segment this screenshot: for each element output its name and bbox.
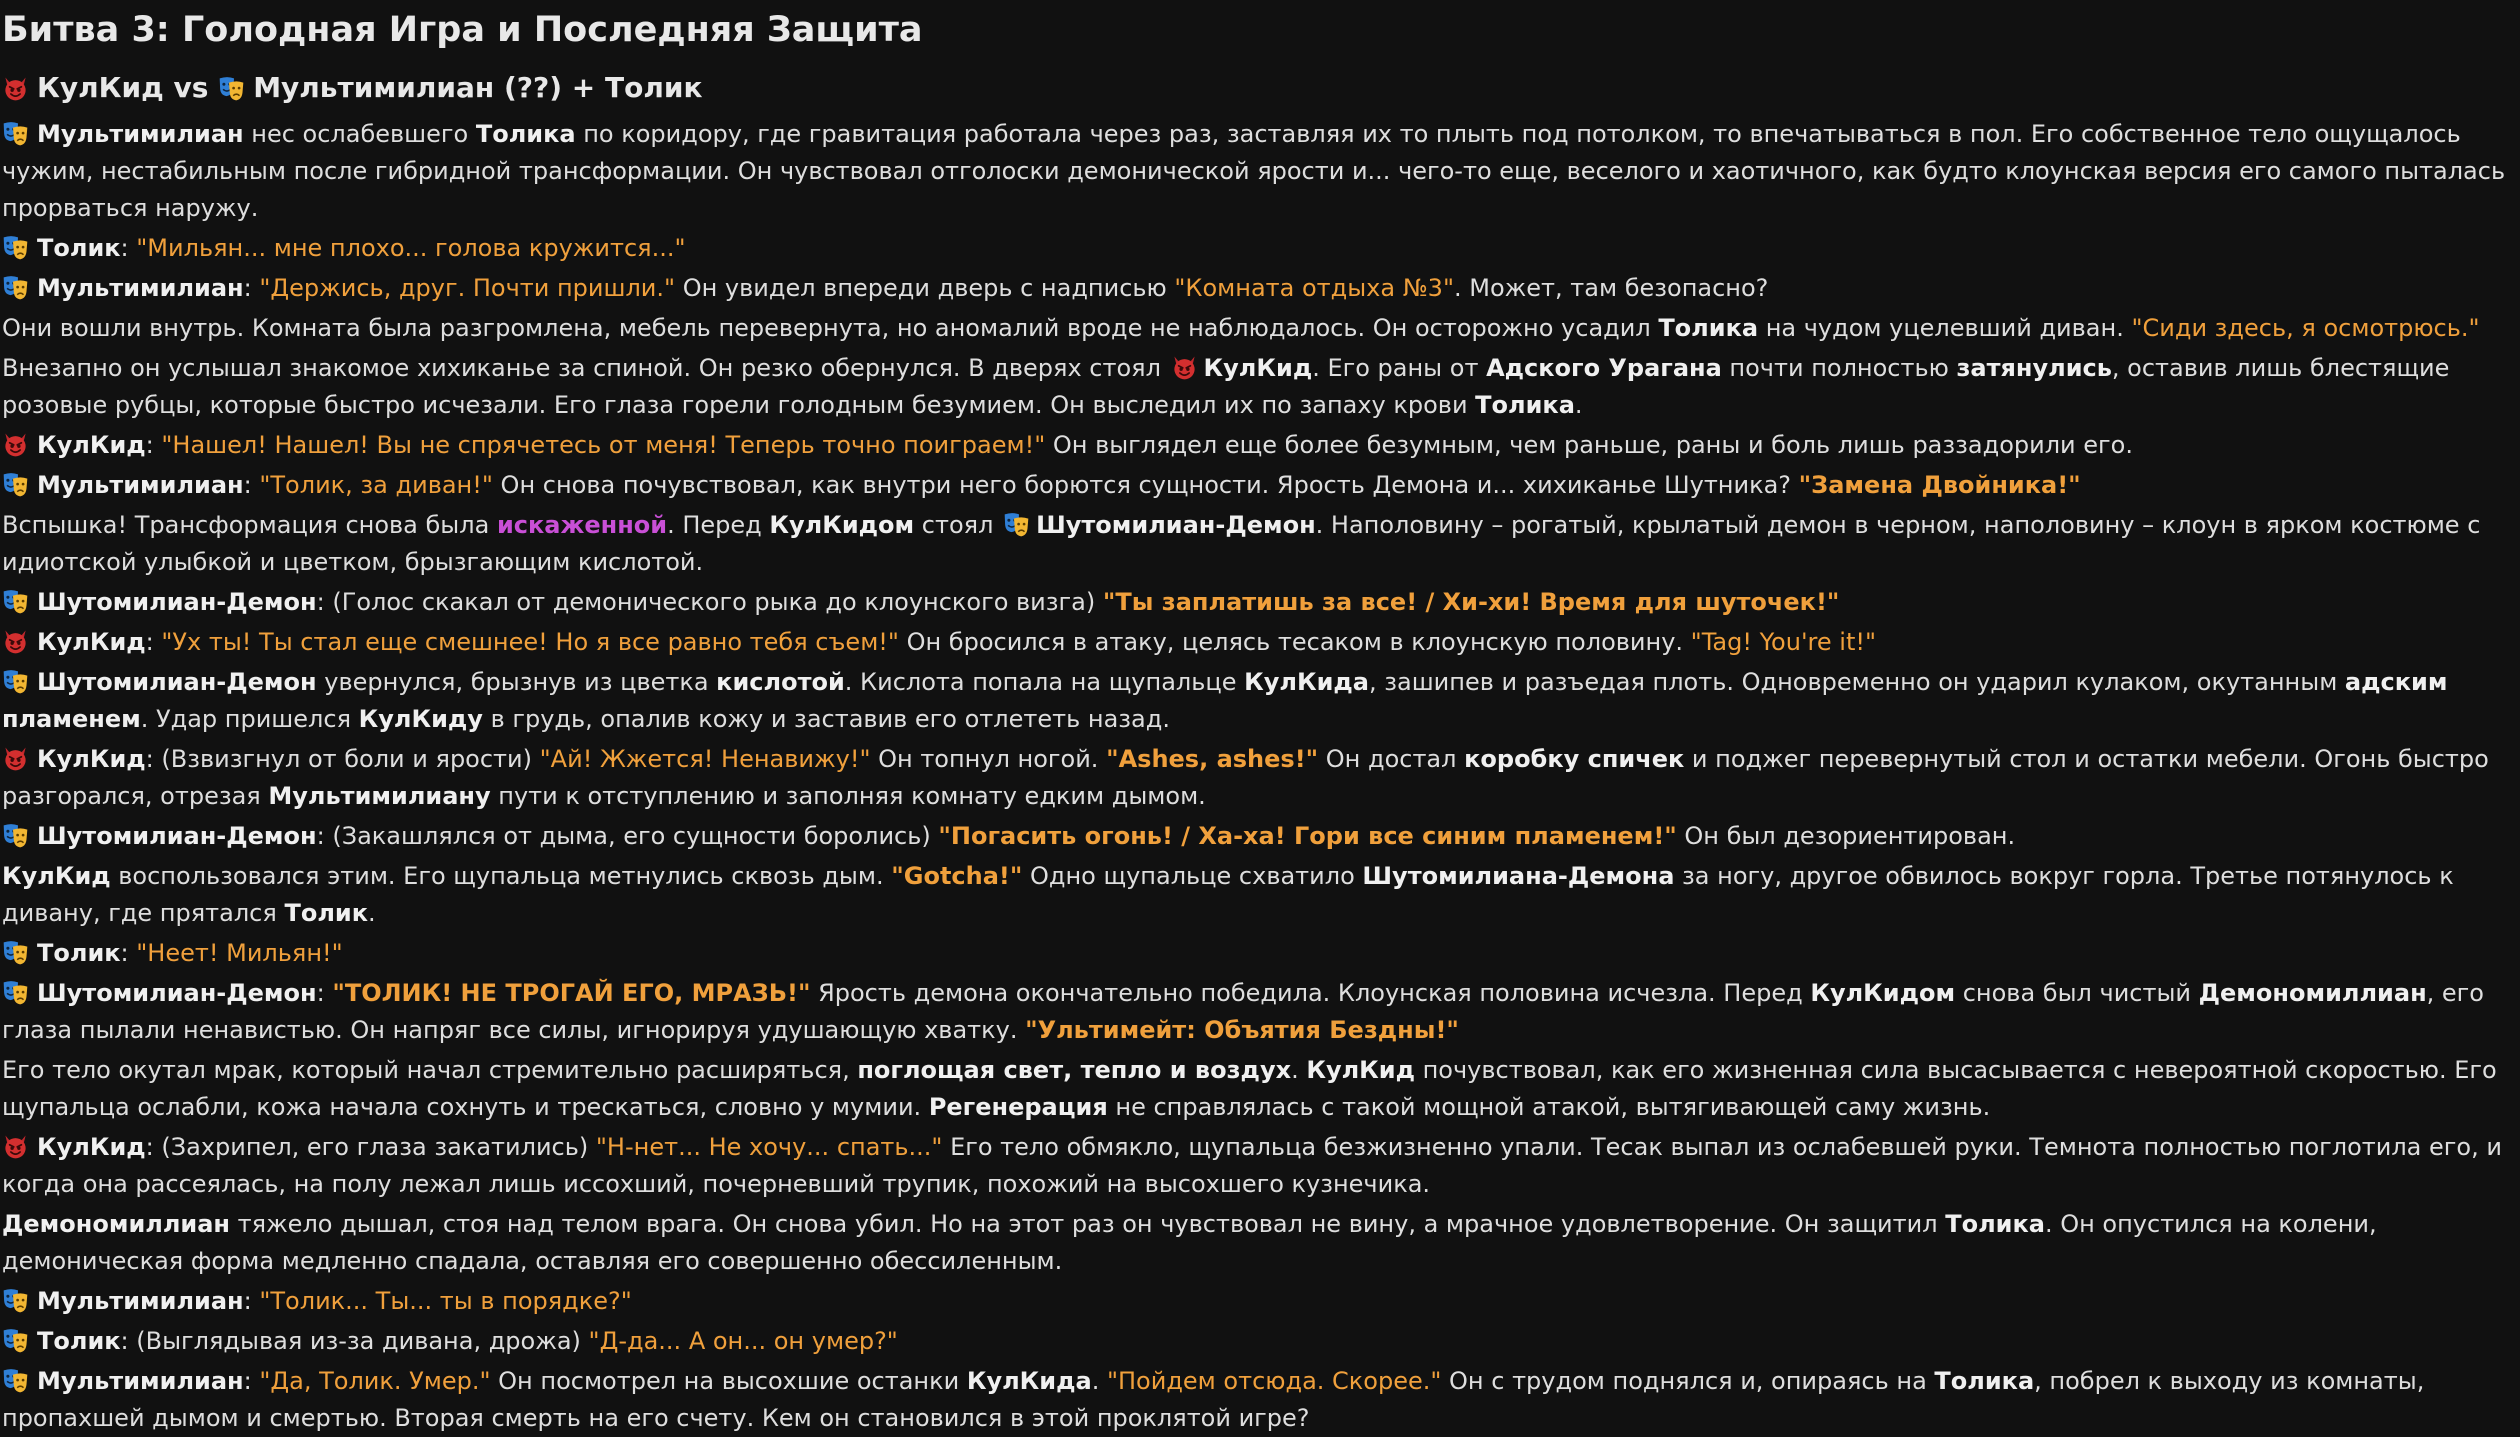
narration-text: . <box>1574 391 1583 419</box>
dialogue-quote: "Толик, за диван!" <box>259 471 493 499</box>
story-paragraph <box>2 467 2520 504</box>
story-paragraph <box>2 230 2520 267</box>
character-name: Толик <box>37 234 121 262</box>
dialogue-quote-bold: "Погасить огонь! / Ха-ха! Гори все синим пламенем!" <box>938 822 1677 850</box>
dialogue-quote-bold: "Замена Двойника!" <box>1798 471 2081 499</box>
narration-text: Он выглядел еще более безумным, чем раньше, раны и боль лишь раззадорили его. <box>1045 431 2133 459</box>
dialogue-quote: "Н-нет... Не хочу... спать..." <box>595 1133 943 1161</box>
narration-text: : <box>145 628 162 656</box>
character-name: КулКид <box>1203 354 1313 382</box>
theater-masks-icon <box>2 939 29 966</box>
character-name: Мультимилиан <box>37 1367 244 1395</box>
character-name: КулКид <box>37 431 146 459</box>
narration-text: Он достал <box>1318 745 1465 773</box>
dialogue-quote: "Пойдем отсюда. Скорее." <box>1106 1367 1442 1395</box>
narration-text: . Кислота попала на щупальце <box>844 668 1245 696</box>
highlighted-word: искаженной <box>496 511 668 539</box>
story-paragraph <box>2 1283 2520 1320</box>
character-name: Адского Урагана <box>1486 354 1722 382</box>
devil-face-icon <box>1171 354 1198 381</box>
character-name: Толика <box>1658 314 1759 342</box>
dialogue-quote-bold: "Gotcha!" <box>891 862 1023 890</box>
character-name: КулКид <box>37 745 146 773</box>
story-paragraph <box>2 1129 2520 1203</box>
theater-masks-icon <box>2 120 29 147</box>
theater-masks-icon <box>218 73 245 100</box>
story-paragraph <box>2 664 2520 738</box>
narration-text: Он с трудом поднялся и, опираясь на <box>1441 1367 1935 1395</box>
narration-text: : (Голос скакал от демонического рыка до клоунского визга) <box>316 588 1103 616</box>
story-paragraph <box>2 818 2520 855</box>
narration-text: . Может, там безопасно? <box>1454 274 1769 302</box>
dialogue-quote: "Держись, друг. Почти пришли." <box>259 274 676 302</box>
narration-text: . <box>1091 1367 1107 1395</box>
narration-text: и поджег перевернутый стол и остатки мебели. Огонь быстро разгорался, отрезая <box>2 745 2489 810</box>
story-paragraph <box>2 310 2520 347</box>
dialogue-quote: "Д-да... А он... он умер?" <box>588 1327 898 1355</box>
story-body <box>2 116 2520 1437</box>
character-name: КулКидом <box>769 511 915 539</box>
character-name: Мультимилиану <box>268 782 491 810</box>
character-name: КулКид <box>2 862 111 890</box>
story-paragraph <box>2 584 2520 621</box>
character-name: Шутомилиан-Демон <box>37 588 317 616</box>
narration-text: : <box>243 471 260 499</box>
theater-masks-icon <box>2 1327 29 1354</box>
dialogue-quote: "Неет! Мильян!" <box>136 939 343 967</box>
dialogue-quote: "Ух ты! Ты стал еще смешнее! Но я все равно тебя съем!" <box>161 628 899 656</box>
narration-text: Он увидел впереди дверь с надписью <box>675 274 1175 302</box>
theater-masks-icon <box>2 979 29 1006</box>
narration-text: в грудь, опалив кожу и заставив его отлететь назад. <box>482 705 1170 733</box>
dialogue-quote: "Ай! Жжется! Ненавижу!" <box>539 745 871 773</box>
narration-text: не справлялась с такой мощной атакой, вытягивающей саму жизнь. <box>1107 1093 1991 1121</box>
theater-masks-icon <box>2 1287 29 1314</box>
character-name: кислотой <box>716 668 845 696</box>
narration-text: Вспышка! Трансформация снова была <box>2 511 497 539</box>
devil-face-icon <box>2 431 29 458</box>
character-name: КулКида <box>966 1367 1092 1395</box>
narration-text: , оставив лишь блестящие розовые рубцы, которые быстро исчезали. Его глаза горели голодным безумием. Он выследил их по запаху крови <box>2 354 2450 419</box>
narration-text: . Он опустился на колени, демоническая форма медленно спадала, оставляя его совершенно обессиленным. <box>2 1210 2377 1275</box>
story-paragraph <box>2 858 2520 932</box>
character-name: Толика <box>1945 1210 2045 1238</box>
story-paragraph <box>2 507 2520 581</box>
dialogue-quote-bold: "Ashes, ashes!" <box>1106 745 1319 773</box>
character-name: Шутомилиан-Демон <box>37 822 317 850</box>
theater-masks-icon <box>1003 511 1030 538</box>
character-name: Мультимилиан <box>37 1287 244 1315</box>
narration-text: : <box>243 1287 260 1315</box>
narration-text: Его тело окутал мрак, который начал стремительно расширяться, <box>2 1056 858 1084</box>
narration-text: Он снова почувствовал, как внутри него борются сущности. Ярость Демона и... хихиканье Шутника? <box>492 471 1799 499</box>
character-name: Шутомилиан-Демон <box>37 668 317 696</box>
theater-masks-icon <box>2 822 29 849</box>
dialogue-quote: "Сиди здесь, я осмотрюсь." <box>2131 314 2480 342</box>
character-name: Мультимилиан <box>37 471 244 499</box>
narration-text: увернулся, брызнув из цветка <box>316 668 717 696</box>
character-name: Мультимилиан <box>37 274 244 302</box>
devil-face-icon <box>2 73 29 100</box>
narration-text: Он посмотрел на высохшие останки <box>490 1367 967 1395</box>
subtitle-right: Мультимилиан (??) + Толик <box>253 71 703 104</box>
character-name: коробку спичек <box>1464 745 1685 773</box>
character-name: КулКидом <box>1810 979 1956 1007</box>
story-paragraph <box>2 975 2520 1049</box>
narration-text: . <box>1291 1056 1307 1084</box>
narration-text: Он бросился в атаку, целясь тесаком в клоунскую половину. <box>898 628 1691 656</box>
story-paragraph <box>2 1363 2520 1437</box>
character-name: Толика <box>1475 391 1575 419</box>
narration-text: . Удар пришелся <box>140 705 359 733</box>
character-name: КулКид <box>37 628 146 656</box>
narration-text: . Его раны от <box>1312 354 1487 382</box>
character-name: КулКид <box>37 1133 146 1161</box>
story-paragraph <box>2 624 2520 661</box>
theater-masks-icon <box>2 668 29 695</box>
narration-text: : (Закашлялся от дыма, его сущности боролись) <box>316 822 939 850</box>
subtitle-left: КулКид vs <box>37 71 209 104</box>
narration-text: , побрел к выходу из комнаты, пропахшей дымом и смертью. Вторая смерть на его счету. Кем он становился в этой проклятой игре? <box>2 1367 2425 1432</box>
story-paragraph <box>2 1206 2520 1280</box>
narration-text: воспользовался этим. Его щупальца метнулись сквозь дым. <box>110 862 892 890</box>
character-name: Толика <box>475 120 576 148</box>
narration-text: . Наполовину – рогатый, крылатый демон в черном, наполовину – клоун в ярком костюме с идиотской улыбкой и цветком, брызгающим кислотой. <box>2 511 2481 576</box>
dialogue-quote: "Нашел! Нашел! Вы не спрячетесь от меня! Теперь точно поиграем!" <box>161 431 1046 459</box>
devil-face-icon <box>2 1133 29 1160</box>
narration-text: : <box>316 979 333 1007</box>
narration-text: тяжело дышал, стоя над телом врага. Он снова убил. Но на этот раз он чувствовал не вину, а мрачное удовлетворение. Он защитил <box>230 1210 1946 1238</box>
page-title: Битва 3: Голодная Игра и Последняя Защита <box>2 10 923 50</box>
narration-text: снова был чистый <box>1955 979 2199 1007</box>
character-name: Демономиллиан <box>2 1210 231 1238</box>
narration-text: : <box>243 1367 260 1395</box>
story-paragraph <box>2 350 2520 424</box>
narration-text: Он был дезориентирован. <box>1676 822 2016 850</box>
narration-text: Они вошли внутрь. Комната была разгромлена, мебель перевернута, но аномалий вроде не наблюдалось. Он осторожно усадил <box>2 314 1659 342</box>
narration-text: Ярость демона окончательно победила. Клоунская половина исчезла. Перед <box>810 979 1811 1007</box>
devil-face-icon <box>2 628 29 655</box>
character-name: затянулись <box>1956 354 2112 382</box>
theater-masks-icon <box>2 274 29 301</box>
narration-text: на чудом уцелевший диван. <box>1758 314 2132 342</box>
dialogue-quote: "Толик... Ты... ты в порядке?" <box>259 1287 632 1315</box>
narration-text: , его глаза пылали ненавистью. Он напряг все силы, игнорируя удушающую хватку. <box>2 979 2484 1044</box>
theater-masks-icon <box>2 588 29 615</box>
narration-text: : (Выглядывая из-за дивана, дрожа) <box>120 1327 589 1355</box>
story-paragraph <box>2 270 2520 307</box>
narration-text: : (Взвизгнул от боли и ярости) <box>145 745 540 773</box>
character-name: поглощая свет, тепло и воздух <box>857 1056 1292 1084</box>
character-name: Толик <box>37 939 121 967</box>
devil-face-icon <box>2 745 29 772</box>
narration-text: : (Захрипел, его глаза закатились) <box>145 1133 596 1161</box>
narration-text: нес ослабевшего <box>243 120 476 148</box>
narration-text: . Перед <box>667 511 770 539</box>
story-paragraph <box>2 1052 2520 1126</box>
character-name: Демономиллиан <box>2198 979 2427 1007</box>
battle-subtitle <box>2 68 2520 108</box>
character-name: КулКид <box>1306 1056 1415 1084</box>
narration-text: Внезапно он услышал знакомое хихиканье за спиной. Он резко обернулся. В дверях стоял <box>2 354 1169 382</box>
theater-masks-icon <box>2 471 29 498</box>
story-paragraph <box>2 427 2520 464</box>
narration-text: . <box>368 899 376 927</box>
theater-masks-icon <box>2 234 29 261</box>
character-name: Мультимилиан <box>37 120 244 148</box>
narration-text: почувствовал, как его жизненная сила высасывается с невероятной скоростью. Его щупальца ослабли, кожа начала сохнуть и трескаться, словно у мумии. <box>2 1056 2497 1121</box>
character-name: КулКиду <box>358 705 483 733</box>
story-paragraph <box>2 741 2520 815</box>
character-name: Регенерация <box>928 1093 1108 1121</box>
character-name: Толик <box>284 899 368 927</box>
narration-text: : <box>145 431 162 459</box>
narration-text: за ногу, другое обвилось вокруг горла. Третье потянулось к дивану, где прятался <box>2 862 2454 927</box>
dialogue-quote-bold: "ТОЛИК! НЕ ТРОГАЙ ЕГО, МРАЗЬ!" <box>332 979 811 1007</box>
theater-masks-icon <box>2 1367 29 1394</box>
character-name: Толика <box>1934 1367 2035 1395</box>
dialogue-quote: "Мильян... мне плохо... голова кружится..." <box>136 234 686 262</box>
character-name: Шутомилиан-Демон <box>37 979 317 1007</box>
dialogue-quote: "Tag! You're it!" <box>1690 628 1877 656</box>
narration-text: : <box>120 234 137 262</box>
narration-text: почти полностью <box>1721 354 1957 382</box>
dialogue-quote: "Да, Толик. Умер." <box>259 1367 491 1395</box>
dialogue-quote-bold: "Ты заплатишь за все! / Хи-хи! Время для шуточек!" <box>1102 588 1840 616</box>
story-paragraph <box>2 1323 2520 1360</box>
narration-text: Он топнул ногой. <box>870 745 1107 773</box>
narration-text: пути к отступлению и заполняя комнату едким дымом. <box>490 782 1206 810</box>
character-name: КулКида <box>1244 668 1369 696</box>
narration-text: Одно щупальце схватило <box>1022 862 1363 890</box>
narration-text: по коридору, где гравитация работала через раз, заставляя их то плыть под потолком, то впечатываться в пол. Его собственное тело ощущалось чужим, нестабильным после гибридной трансформации. Он чувствовал отголоски демонической ярости и... чего-то еще, веселого и хаотичного, как будто клоунская версия его самого пыталась прорваться наружу. <box>2 120 2506 222</box>
dialogue-quote: "Комната отдыха №3" <box>1174 274 1454 302</box>
character-name: Толик <box>37 1327 121 1355</box>
narration-text: Его тело обмякло, щупальца безжизненно упали. Тесак выпал из ослабевшей руки. Темнота полностью поглотила его, и когда она рассеялась, на полу лежал лишь иссохший, почерневший трупик, похожий на высохшего кузнечика. <box>2 1133 2502 1198</box>
character-name: Шутомилиана-Демона <box>1362 862 1675 890</box>
dialogue-quote-bold: "Ультимейт: Объятия Бездны!" <box>1025 1016 1459 1044</box>
narration-text: : <box>120 939 137 967</box>
character-name: Шутомилиан-Демон <box>1036 511 1316 539</box>
character-name: адским пламенем <box>2 668 2448 733</box>
story-paragraph <box>2 116 2520 227</box>
narration-text: стоял <box>914 511 1002 539</box>
narration-text: : <box>243 274 260 302</box>
narration-text: , зашипев и разъедая плоть. Одновременно он ударил кулаком, окутанным <box>1368 668 2345 696</box>
story-paragraph <box>2 935 2520 972</box>
